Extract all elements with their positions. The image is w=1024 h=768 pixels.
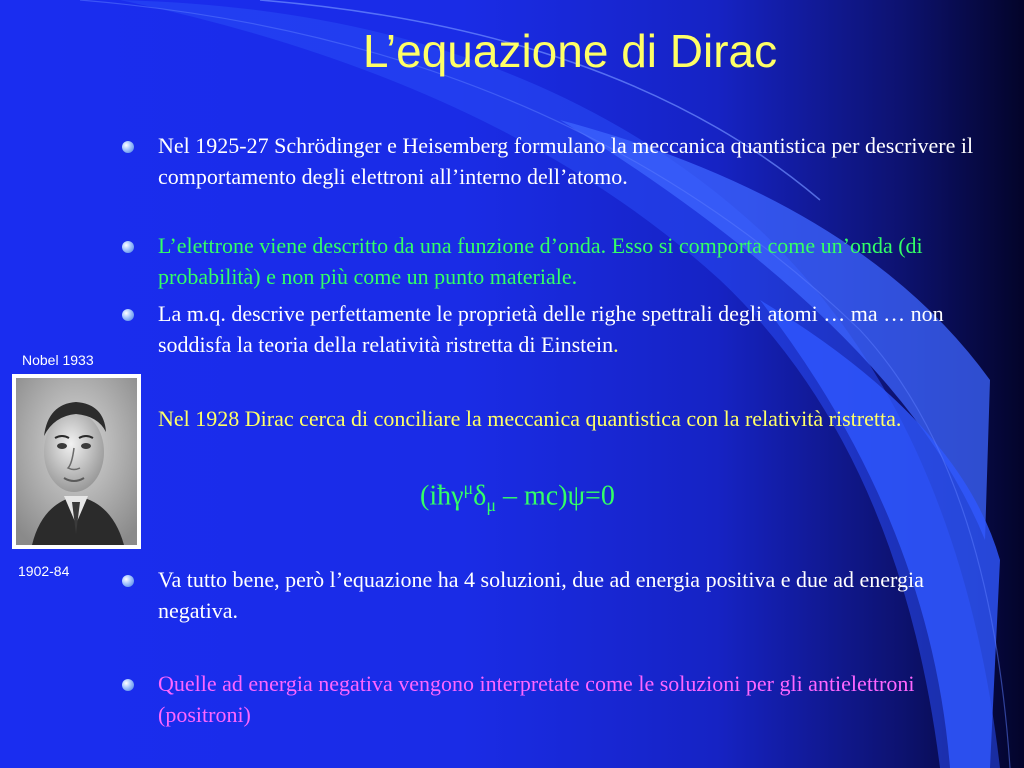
slide-title: L’equazione di Dirac — [362, 25, 778, 77]
bullet-text-3: La m.q. descrive perfettamente le proprietà delle righe spettrali degli atomi … ma … non soddisfa la teoria della relatività ristretta di Einstein — [158, 301, 944, 357]
list-item — [118, 403, 998, 434]
bullet-icon — [122, 241, 134, 253]
portrait-caption-top: Nobel 1933 — [22, 352, 94, 368]
list-item — [118, 564, 998, 626]
portrait-caption-bottom: 1902-84 — [18, 563, 70, 579]
bullet-text-3-wrap — [158, 298, 998, 360]
bullet-text-1: Nel 1925-27 Schrödinger e Heisemberg formulano la meccanica quantistica per descrivere il comportamento degli elettroni all’interno dell’atomo. — [158, 133, 974, 189]
bullet-text-4: Nel 1928 Dirac cerca di conciliare la meccanica quantistica con la relatività ristretta. — [158, 406, 902, 431]
bullet-text-2: L’elettrone viene descritto da una funzione d’onda. Esso si comporta come un’onda (di probabilità) e non più come un punto materiale. — [158, 233, 923, 289]
bullet-text-3-trailing: . — [613, 332, 619, 357]
bullet-icon — [122, 309, 134, 321]
equation-suffix: mc)ψ=0 — [524, 480, 615, 512]
equation-prefix: (iħγ — [420, 480, 464, 512]
equation-minus: – — [496, 480, 524, 512]
portrait-photo — [12, 374, 141, 549]
bullet-text-5: Va tutto bene, però l’equazione ha 4 soluzioni, due ad energia positiva e due ad energia negativa. — [158, 567, 924, 623]
bullet-text-6: Quelle ad energia negativa vengono interpretate come le soluzioni per gli antielettroni (positroni) — [158, 671, 915, 727]
list-item — [118, 668, 998, 730]
bullet-icon — [122, 679, 134, 691]
bullet-icon — [122, 141, 134, 153]
bullet-icon — [122, 575, 134, 587]
list-item — [118, 230, 998, 292]
list-item — [118, 130, 998, 192]
equation-superscript: μ — [463, 478, 474, 498]
list-item — [118, 298, 998, 360]
dirac-equation — [420, 478, 615, 516]
equation-delta: δ — [473, 480, 487, 512]
equation-subscript: μ — [486, 494, 496, 515]
